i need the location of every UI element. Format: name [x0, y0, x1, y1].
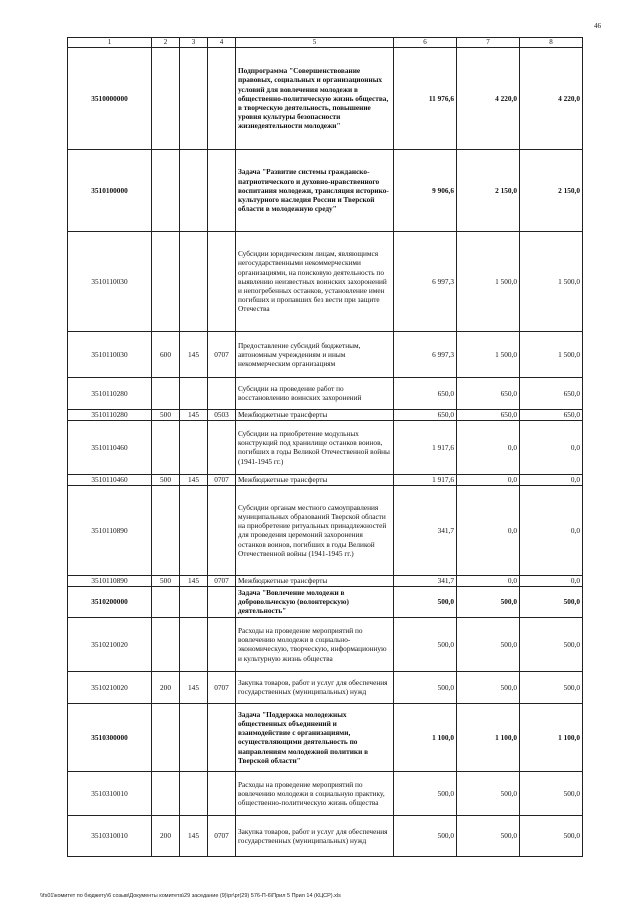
header-cell: 7: [457, 38, 520, 48]
name-cell: Субсидии органам местного самоуправления муниципальных образований Тверской области на приобретение ритуальных принадлежностей для проведения церемоний захоронения останков воинов, погибших в годы Великой Отечественной войны (1941-1945 гг.): [236, 485, 394, 575]
code-cell: 3510110890: [68, 485, 152, 575]
amount-2020-cell: 500,0: [457, 815, 520, 856]
name-cell: Подпрограмма "Совершенствование правовых, социальных и организационных условий для вовлечения молодежи в общественно-политическую жизнь общества, в творческую деятельность, повышение уровня культуры безопасности жизнедеятельности молодежи": [236, 47, 394, 149]
amount-2020-cell: 2 150,0: [457, 149, 520, 231]
code-cell: 3510110890: [68, 575, 152, 586]
admin-code-cell: [180, 47, 208, 149]
expense-type-cell: 500: [152, 474, 180, 485]
amount-2020-cell: 1 500,0: [457, 231, 520, 331]
amount-2019-cell: 1 917,6: [394, 420, 457, 474]
amount-2019-cell: 6 997,3: [394, 231, 457, 331]
name-cell: Межбюджетные трансферты: [236, 575, 394, 586]
name-cell: Закупка товаров, работ и услуг для обеспечения государственных (муниципальных) нужд: [236, 815, 394, 856]
admin-code-cell: [180, 485, 208, 575]
amount-2021-cell: 650,0: [520, 409, 583, 420]
amount-2019-cell: 341,7: [394, 575, 457, 586]
amount-2020-cell: 1 100,0: [457, 703, 520, 771]
admin-code-cell: 145: [180, 671, 208, 703]
header-cell: 4: [208, 38, 236, 48]
amount-2019-cell: 500,0: [394, 586, 457, 617]
code-cell: 3510000000: [68, 47, 152, 149]
budget-table: [67, 37, 583, 857]
amount-2019-cell: 500,0: [394, 771, 457, 815]
expense-type-cell: [152, 47, 180, 149]
expense-type-cell: [152, 377, 180, 409]
section-code-cell: [208, 149, 236, 231]
amount-2019-cell: 1 917,6: [394, 474, 457, 485]
expense-type-cell: 500: [152, 575, 180, 586]
header-cell: 1: [68, 38, 152, 48]
section-code-cell: [208, 485, 236, 575]
code-cell: 3510310010: [68, 771, 152, 815]
table-row: [68, 586, 583, 617]
expense-type-cell: [152, 703, 180, 771]
table-row: [68, 149, 583, 231]
amount-2021-cell: 1 100,0: [520, 703, 583, 771]
expense-type-cell: [152, 485, 180, 575]
section-code-cell: [208, 47, 236, 149]
amount-2019-cell: 341,7: [394, 485, 457, 575]
header-cell: 8: [520, 38, 583, 48]
amount-2019-cell: 650,0: [394, 409, 457, 420]
section-code-cell: 0707: [208, 474, 236, 485]
admin-code-cell: [180, 420, 208, 474]
table-row: [68, 703, 583, 771]
amount-2019-cell: 9 906,6: [394, 149, 457, 231]
section-code-cell: 0707: [208, 575, 236, 586]
section-code-cell: 0707: [208, 331, 236, 377]
expense-type-cell: 200: [152, 815, 180, 856]
table-row: [68, 474, 583, 485]
section-code-cell: [208, 617, 236, 671]
admin-code-cell: [180, 586, 208, 617]
amount-2019-cell: 500,0: [394, 671, 457, 703]
name-cell: Задача "Вовлечение молодежи в добровольческую (волонтерскую) деятельность": [236, 586, 394, 617]
name-cell: Задача "Поддержка молодежных общественных объединений и взаимодействие с организациями, осуществляющими деятельность по направлениям молодежной политики в Тверской области": [236, 703, 394, 771]
expense-type-cell: [152, 771, 180, 815]
expense-type-cell: 600: [152, 331, 180, 377]
code-cell: 3510110280: [68, 409, 152, 420]
section-code-cell: [208, 420, 236, 474]
amount-2020-cell: 650,0: [457, 377, 520, 409]
amount-2021-cell: 500,0: [520, 586, 583, 617]
table-row: [68, 409, 583, 420]
amount-2020-cell: 1 500,0: [457, 331, 520, 377]
table-row: [68, 815, 583, 856]
amount-2021-cell: 0,0: [520, 485, 583, 575]
name-cell: Задача "Развитие системы гражданско-патриотического и духовно-нравственного воспитания молодежи, трансляция историко-культурного наследия России и Тверской области в молодежную среду": [236, 149, 394, 231]
code-cell: 3510100000: [68, 149, 152, 231]
header-cell: 5: [236, 38, 394, 48]
amount-2021-cell: 1 500,0: [520, 231, 583, 331]
section-code-cell: [208, 703, 236, 771]
table-row: [68, 377, 583, 409]
admin-code-cell: [180, 149, 208, 231]
amount-2021-cell: 500,0: [520, 771, 583, 815]
section-code-cell: [208, 771, 236, 815]
amount-2021-cell: 0,0: [520, 420, 583, 474]
amount-2020-cell: 4 220,0: [457, 47, 520, 149]
admin-code-cell: [180, 771, 208, 815]
name-cell: Субсидии юридическим лицам, являющимся негосударственными некоммерческими организациями, на поисковую деятельность по выявлению неизвестных воинских захоронений и непогребенных останков, установление имен погибших и пропавших без вести при защите Отечества: [236, 231, 394, 331]
admin-code-cell: 145: [180, 815, 208, 856]
amount-2020-cell: 500,0: [457, 586, 520, 617]
expense-type-cell: [152, 149, 180, 231]
admin-code-cell: [180, 703, 208, 771]
amount-2020-cell: 0,0: [457, 485, 520, 575]
name-cell: Расходы на проведение мероприятий по вовлечению молодежи в социальную практику, общественно-политическую жизнь общества: [236, 771, 394, 815]
amount-2020-cell: 0,0: [457, 575, 520, 586]
expense-type-cell: [152, 617, 180, 671]
name-cell: Закупка товаров, работ и услуг для обеспечения государственных (муниципальных) нужд: [236, 671, 394, 703]
table-row: [68, 47, 583, 149]
table-row: [68, 331, 583, 377]
section-code-cell: 0707: [208, 815, 236, 856]
expense-type-cell: 500: [152, 409, 180, 420]
table-row: [68, 575, 583, 586]
admin-code-cell: 145: [180, 331, 208, 377]
amount-2021-cell: 0,0: [520, 575, 583, 586]
amount-2019-cell: 650,0: [394, 377, 457, 409]
amount-2021-cell: 2 150,0: [520, 149, 583, 231]
section-code-cell: 0503: [208, 409, 236, 420]
header-cell: 6: [394, 38, 457, 48]
amount-2021-cell: 650,0: [520, 377, 583, 409]
expense-type-cell: [152, 420, 180, 474]
header-cell: 2: [152, 38, 180, 48]
amount-2021-cell: 0,0: [520, 474, 583, 485]
code-cell: 3510210020: [68, 617, 152, 671]
table-row: [68, 617, 583, 671]
header-cell: 3: [180, 38, 208, 48]
amount-2020-cell: 500,0: [457, 771, 520, 815]
section-code-cell: 0707: [208, 671, 236, 703]
section-code-cell: [208, 586, 236, 617]
code-cell: 3510110280: [68, 377, 152, 409]
amount-2020-cell: 0,0: [457, 474, 520, 485]
code-cell: 3510310010: [68, 815, 152, 856]
section-code-cell: [208, 231, 236, 331]
amount-2021-cell: 4 220,0: [520, 47, 583, 149]
admin-code-cell: 145: [180, 474, 208, 485]
expense-type-cell: [152, 231, 180, 331]
name-cell: Предоставление субсидий бюджетным, автономным учреждениям и иным некоммерческим организациям: [236, 331, 394, 377]
amount-2021-cell: 500,0: [520, 671, 583, 703]
code-cell: 3510110030: [68, 231, 152, 331]
amount-2019-cell: 11 976,6: [394, 47, 457, 149]
amount-2019-cell: 500,0: [394, 617, 457, 671]
page-number: 46: [594, 22, 601, 30]
admin-code-cell: [180, 231, 208, 331]
table-row: [68, 671, 583, 703]
admin-code-cell: [180, 377, 208, 409]
code-cell: 3510110460: [68, 474, 152, 485]
admin-code-cell: 145: [180, 409, 208, 420]
amount-2020-cell: 650,0: [457, 409, 520, 420]
name-cell: Субсидии на приобретение модульных конструкций под хранилище останков воинов, погибших в годы Великой Отечественной войны (1941-1945 гг.): [236, 420, 394, 474]
code-cell: 3510110460: [68, 420, 152, 474]
expense-type-cell: 200: [152, 671, 180, 703]
code-cell: 3510200000: [68, 586, 152, 617]
amount-2021-cell: 500,0: [520, 617, 583, 671]
table-row: [68, 231, 583, 331]
admin-code-cell: 145: [180, 575, 208, 586]
section-code-cell: [208, 377, 236, 409]
amount-2020-cell: 0,0: [457, 420, 520, 474]
amount-2019-cell: 6 997,3: [394, 331, 457, 377]
amount-2020-cell: 500,0: [457, 671, 520, 703]
expense-type-cell: [152, 586, 180, 617]
header-row: [68, 38, 583, 48]
amount-2020-cell: 500,0: [457, 617, 520, 671]
amount-2019-cell: 500,0: [394, 815, 457, 856]
table-row: [68, 485, 583, 575]
name-cell: Межбюджетные трансферты: [236, 474, 394, 485]
table-row: [68, 420, 583, 474]
amount-2019-cell: 1 100,0: [394, 703, 457, 771]
name-cell: Межбюджетные трансферты: [236, 409, 394, 420]
name-cell: Субсидии на проведение работ по восстановлению воинских захоронений: [236, 377, 394, 409]
name-cell: Расходы на проведение мероприятий по вовлечению молодежи в социально-экономическую, творческую, информационную и культурную жизнь общества: [236, 617, 394, 671]
table-row: [68, 771, 583, 815]
code-cell: 3510210020: [68, 671, 152, 703]
file-path-footer: \\fs01\комитет по бюджету\6 созыв\Документы комитета\29 заседание (9)\pr\pr(29) 576-П-6\Прил 5 Прил 14 (КЦСР).xls: [40, 893, 341, 899]
amount-2021-cell: 1 500,0: [520, 331, 583, 377]
code-cell: 3510300000: [68, 703, 152, 771]
admin-code-cell: [180, 617, 208, 671]
code-cell: 3510110030: [68, 331, 152, 377]
amount-2021-cell: 500,0: [520, 815, 583, 856]
